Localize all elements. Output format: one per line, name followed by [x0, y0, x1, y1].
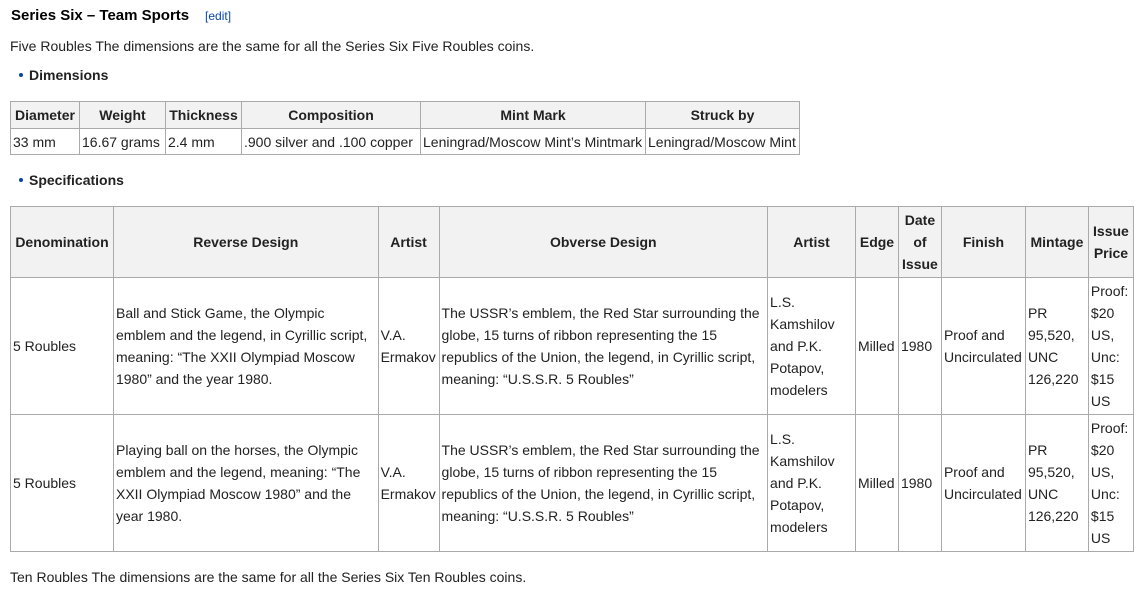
cell-mintage: PR 95,520, UNC 126,220 [1025, 278, 1088, 415]
edit-link[interactable]: [edit] [205, 9, 232, 23]
header-obverse-design: Obverse Design [439, 207, 767, 278]
dimensions-bullet [19, 67, 108, 83]
header-reverse-artist: Artist [378, 207, 439, 278]
cell-edge: Milled [855, 415, 898, 552]
header-reverse-design: Reverse Design [113, 207, 378, 278]
cell-denomination: 5 Roubles [11, 278, 114, 415]
cell-reverse-artist: V.A. Ermakov [378, 415, 439, 552]
outro-paragraph: Ten Roubles The dimensions are the same for all the Series Six Ten Roubles coins. [10, 569, 527, 585]
specifications-table [10, 206, 1134, 552]
dimensions-table [10, 101, 800, 155]
header-weight: Weight [80, 102, 166, 129]
table-row [11, 278, 1134, 415]
cell-obverse-design: The USSR’s emblem, the Red Star surrounding the globe, 15 turns of ribbon representing the 15 republics of the Union, the legend, in Cyrillic script, meaning: “U.S.S.R. 5 Roubles” [439, 278, 767, 415]
specifications-label: Specifications [29, 172, 124, 188]
cell-finish: Proof and Uncirculated [941, 278, 1025, 415]
cell-finish: Proof and Uncirculated [941, 415, 1025, 552]
cell-reverse-design: Ball and Stick Game, the Olympic emblem and the legend, in Cyrillic script, meaning: “The XXII Olympiad Moscow 1980” and the year 1980. [113, 278, 378, 415]
cell-date-of-issue: 1980 [898, 278, 941, 415]
cell-denomination: 5 Roubles [11, 415, 114, 552]
table-header-row [11, 102, 800, 129]
header-diameter: Diameter [11, 102, 80, 129]
header-thickness: Thickness [166, 102, 242, 129]
specifications-bullet [19, 172, 124, 188]
cell-obverse-artist: L.S. Kamshilov and P.K. Potapov, modelers [768, 278, 856, 415]
cell-date-of-issue: 1980 [898, 415, 941, 552]
section-heading [11, 7, 231, 24]
cell-issue-price: Proof: $20 US, Unc: $15 US [1088, 278, 1133, 415]
table-header-row [11, 207, 1134, 278]
cell-weight: 16.67 grams [80, 129, 166, 155]
cell-thickness: 2.4 mm [166, 129, 242, 155]
header-edge: Edge [855, 207, 898, 278]
table-row [11, 129, 800, 155]
cell-struck-by: Leningrad/Moscow Mint [646, 129, 800, 155]
header-issue-price: Issue Price [1088, 207, 1133, 278]
header-obverse-artist: Artist [768, 207, 856, 278]
cell-mintage: PR 95,520, UNC 126,220 [1025, 415, 1088, 552]
header-date-of-issue: Date of Issue [898, 207, 941, 278]
header-mint-mark: Mint Mark [421, 102, 646, 129]
cell-composition: .900 silver and .100 copper [242, 129, 421, 155]
cell-reverse-artist: V.A. Ermakov [378, 278, 439, 415]
header-denomination: Denomination [11, 207, 114, 278]
intro-paragraph: Five Roubles The dimensions are the same for all the Series Six Five Roubles coins. [10, 38, 535, 54]
table-row [11, 415, 1134, 552]
dimensions-label: Dimensions [29, 67, 109, 83]
header-finish: Finish [941, 207, 1025, 278]
cell-edge: Milled [855, 278, 898, 415]
cell-mint-mark: Leningrad/Moscow Mint’s Mintmark [421, 129, 646, 155]
cell-reverse-design: Playing ball on the horses, the Olympic emblem and the legend, meaning: “The XXII Olympiad Moscow 1980” and the year 1980. [113, 415, 378, 552]
cell-issue-price: Proof: $20 US, Unc: $15 US [1088, 415, 1133, 552]
section-title: Series Six – Team Sports [11, 7, 190, 24]
bullet-icon [19, 178, 23, 182]
header-mintage: Mintage [1025, 207, 1088, 278]
bullet-icon [19, 73, 23, 77]
header-struck-by: Struck by [646, 102, 800, 129]
cell-obverse-artist: L.S. Kamshilov and P.K. Potapov, modelers [768, 415, 856, 552]
cell-obverse-design: The USSR’s emblem, the Red Star surrounding the globe, 15 turns of ribbon representing the 15 republics of the Union, the legend, in Cyrillic script, meaning: “U.S.S.R. 5 Roubles” [439, 415, 767, 552]
cell-diameter: 33 mm [11, 129, 80, 155]
header-composition: Composition [242, 102, 421, 129]
